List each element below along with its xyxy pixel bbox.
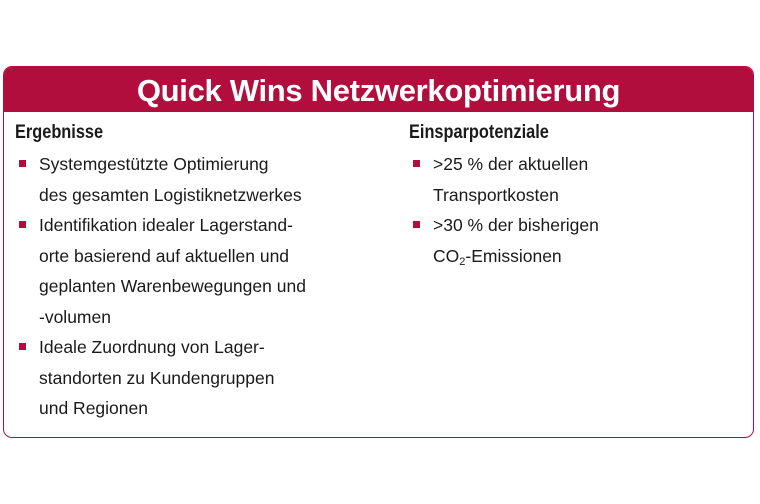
list-item-line: >25 % der aktuellen: [433, 154, 589, 174]
list-item: [15, 149, 395, 210]
list-item-line: Ideale Zuordnung von Lager-: [39, 337, 265, 357]
list-item-line: Systemgestützte Optimierung: [39, 154, 269, 174]
quick-wins-card: [3, 66, 754, 438]
co2-suffix: -Emissionen: [465, 245, 562, 266]
ergebnisse-list: [15, 149, 395, 424]
einsparpotenziale-heading: Einsparpotenziale: [409, 122, 549, 143]
bullet-square-icon: [19, 160, 26, 167]
list-item-line: Identifikation idealer Lagerstand-: [39, 215, 293, 235]
bullet-square-icon: [413, 160, 420, 167]
list-item-line: geplanten Warenbewegungen und: [39, 276, 306, 296]
einsparpotenziale-list: [409, 149, 739, 271]
list-item-line: >30 % der bisherigen: [433, 215, 599, 235]
bullet-square-icon: [413, 221, 420, 228]
card-header: [4, 67, 753, 112]
co2-subscript: 2: [459, 255, 466, 268]
list-item-line: orte basierend auf aktuellen und: [39, 245, 290, 266]
bullet-square-icon: [19, 221, 26, 228]
einsparpotenziale-column: [409, 121, 739, 271]
card-title: Quick Wins Netzwerkoptimierung: [136, 73, 621, 108]
list-item-line: Transportkosten: [433, 184, 559, 205]
list-item: [409, 149, 739, 210]
list-item: [15, 210, 395, 332]
ergebnisse-heading: Ergebnisse: [15, 122, 104, 143]
list-item-line: [433, 241, 739, 272]
list-item: [15, 332, 395, 424]
list-item-line: und Regionen: [39, 398, 148, 418]
list-item-line: standorten zu Kundengruppen: [39, 367, 275, 388]
co2-prefix: CO: [433, 245, 460, 266]
ergebnisse-column: [15, 121, 395, 424]
bullet-square-icon: [19, 343, 26, 350]
list-item: [409, 210, 739, 271]
list-item-line: des gesamten Logistiknetzwerkes: [39, 184, 302, 205]
list-item-line: -volumen: [39, 306, 111, 327]
